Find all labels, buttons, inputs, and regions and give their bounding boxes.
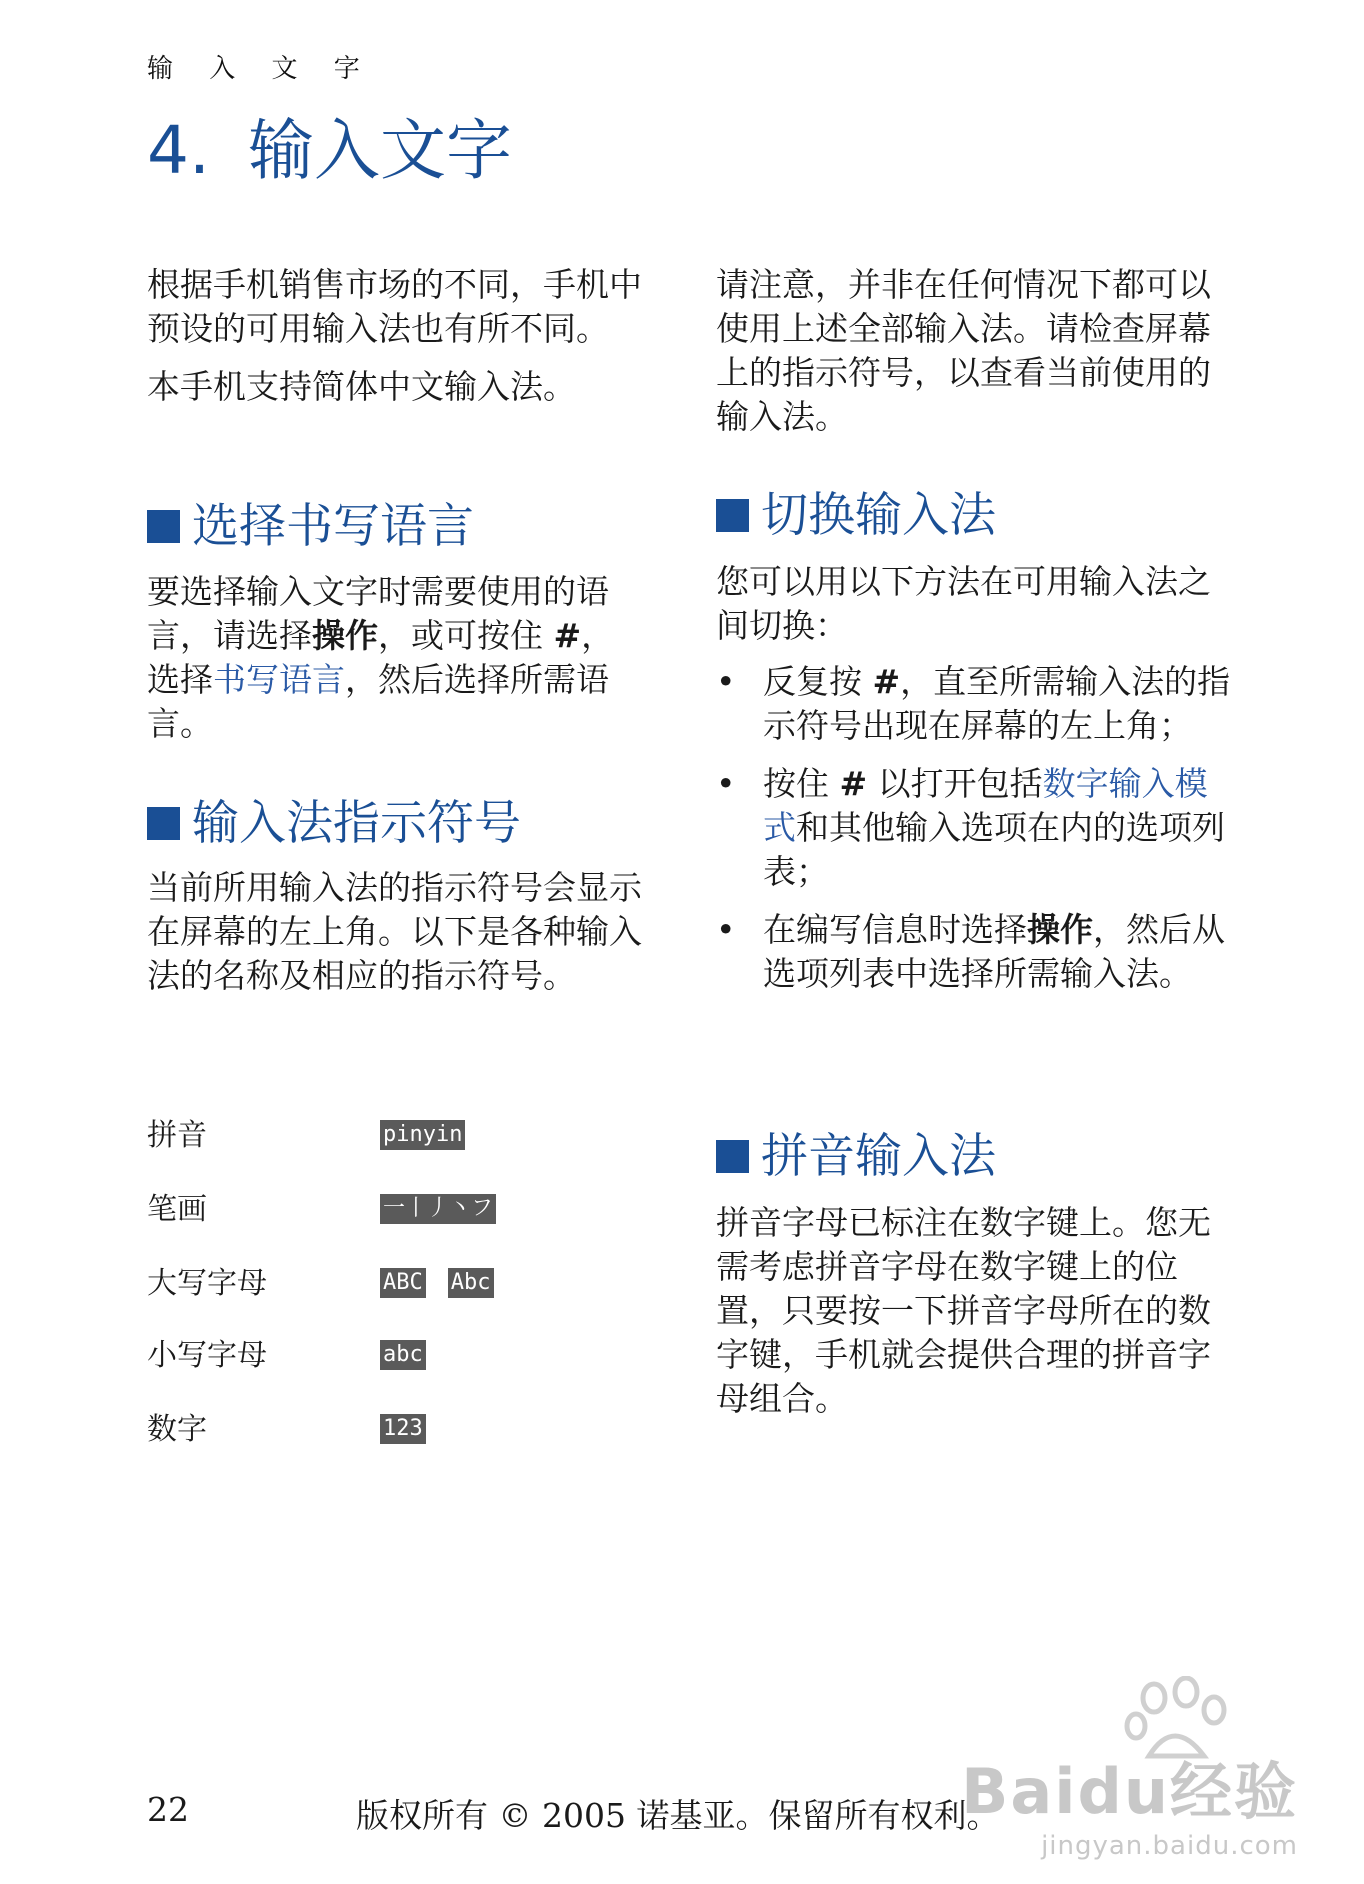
menu-term-options: 操作	[1027, 910, 1093, 949]
section-heading-pinyin	[716, 1129, 1236, 1184]
indicator-label: 笔画	[147, 1192, 207, 1227]
intro-paragraph-2: 本手机支持简体中文输入法。	[147, 367, 576, 406]
text-run: 和其他输入选项在内的选项列表；	[763, 808, 1225, 891]
indicator-row	[147, 1190, 567, 1234]
page-number: 22	[147, 1790, 189, 1829]
indicator-row	[147, 1264, 567, 1308]
section-heading-switch-input	[716, 488, 1236, 543]
chapter-title	[147, 112, 512, 189]
sentence-case-indicator-icon: Abc	[448, 1268, 494, 1298]
text-run: ，选择	[147, 616, 615, 699]
text-run: 反复按	[763, 662, 873, 701]
key-hash: #	[872, 662, 901, 701]
square-bullet-icon	[147, 510, 180, 543]
text-run: 要选择输入文字时需要使用的语言，请选择	[147, 572, 609, 655]
writing-language-paragraph	[147, 570, 647, 746]
indicator-row	[147, 1116, 567, 1160]
chapter-number: 4.	[147, 112, 210, 189]
watermark-url: jingyan.baidu.com	[1041, 1831, 1298, 1861]
uppercase-indicator-icon: ABC	[380, 1268, 426, 1298]
lowercase-indicator-icon: abc	[380, 1340, 426, 1370]
text-run: ，直至所需输入法的指示符号出现在屏幕的左上角；	[763, 662, 1231, 745]
note-paragraph: 请注意，并非在任何情况下都可以使用上述全部输入法。请检查屏幕上的指示符号，以查看当前使用的输入法。	[716, 265, 1211, 436]
pinyin-paragraph: 拼音字母已标注在数字键上。您无需考虑拼音字母在数字键上的位置，只要按一下拼音字母所在的数字键，手机就会提供合理的拼音字母组合。	[716, 1203, 1211, 1418]
switch-methods-list	[716, 660, 1236, 1010]
number-indicator-icon: 123	[380, 1414, 426, 1444]
section-heading-text: 拼音输入法	[761, 1129, 996, 1184]
bullet-icon: •	[716, 662, 736, 701]
indicator-label: 小写字母	[147, 1338, 267, 1373]
indicator-label: 大写字母	[147, 1266, 267, 1301]
square-bullet-icon	[716, 499, 749, 532]
watermark-brand: Baidu经验	[961, 1755, 1298, 1828]
input-indicators-paragraph: 当前所用输入法的指示符号会显示在屏幕的左上角。以下是各种输入法的名称及相应的指示符号。	[147, 868, 642, 995]
running-head: 输 入 文 字	[147, 54, 374, 84]
list-item	[716, 908, 1236, 996]
chapter-title-text: 输入文字	[247, 112, 512, 189]
section-heading-text: 输入法指示符号	[192, 796, 521, 851]
indicator-row	[147, 1410, 567, 1454]
watermark	[961, 1742, 1298, 1861]
text-run: 按住	[763, 764, 840, 803]
copyright-footer: 版权所有 © 2005 诺基亚。保留所有权利。	[356, 1796, 1000, 1835]
intro-paragraph-1: 根据手机销售市场的不同，手机中预设的可用输入法也有所不同。	[147, 265, 642, 348]
list-item	[716, 660, 1236, 748]
list-item	[716, 762, 1236, 894]
section-heading-text: 选择书写语言	[192, 499, 474, 554]
indicator-row	[147, 1336, 567, 1380]
text-run: ，然后选择所需语言。	[147, 660, 609, 743]
text-run: ，或可按住	[378, 616, 554, 655]
text-run: 以打开包括	[867, 764, 1043, 803]
section-heading-input-indicators	[147, 796, 521, 851]
intro-section	[147, 263, 647, 409]
switch-input-paragraph: 您可以用以下方法在可用输入法之间切换：	[716, 562, 1211, 645]
square-bullet-icon	[147, 807, 180, 840]
bullet-icon: •	[716, 764, 736, 803]
stroke-indicator-icon: 一丨丿丶フ	[380, 1194, 496, 1224]
indicator-label: 数字	[147, 1412, 207, 1447]
indicator-label: 拼音	[147, 1118, 207, 1153]
key-hash: #	[553, 616, 582, 655]
key-hash: #	[839, 764, 868, 803]
pinyin-indicator-icon: pinyin	[380, 1120, 465, 1150]
bullet-icon: •	[716, 910, 736, 949]
menu-term-options: 操作	[312, 616, 378, 655]
text-run: ，然后从选项列表中选择所需输入法。	[763, 910, 1225, 993]
section-heading-text: 切换输入法	[761, 488, 996, 543]
square-bullet-icon	[716, 1140, 749, 1173]
link-number-mode[interactable]: 数字输入模式	[763, 764, 1208, 847]
text-run: 在编写信息时选择	[763, 910, 1027, 949]
link-writing-language[interactable]: 书写语言	[213, 660, 345, 699]
section-heading-writing-language	[147, 499, 474, 554]
